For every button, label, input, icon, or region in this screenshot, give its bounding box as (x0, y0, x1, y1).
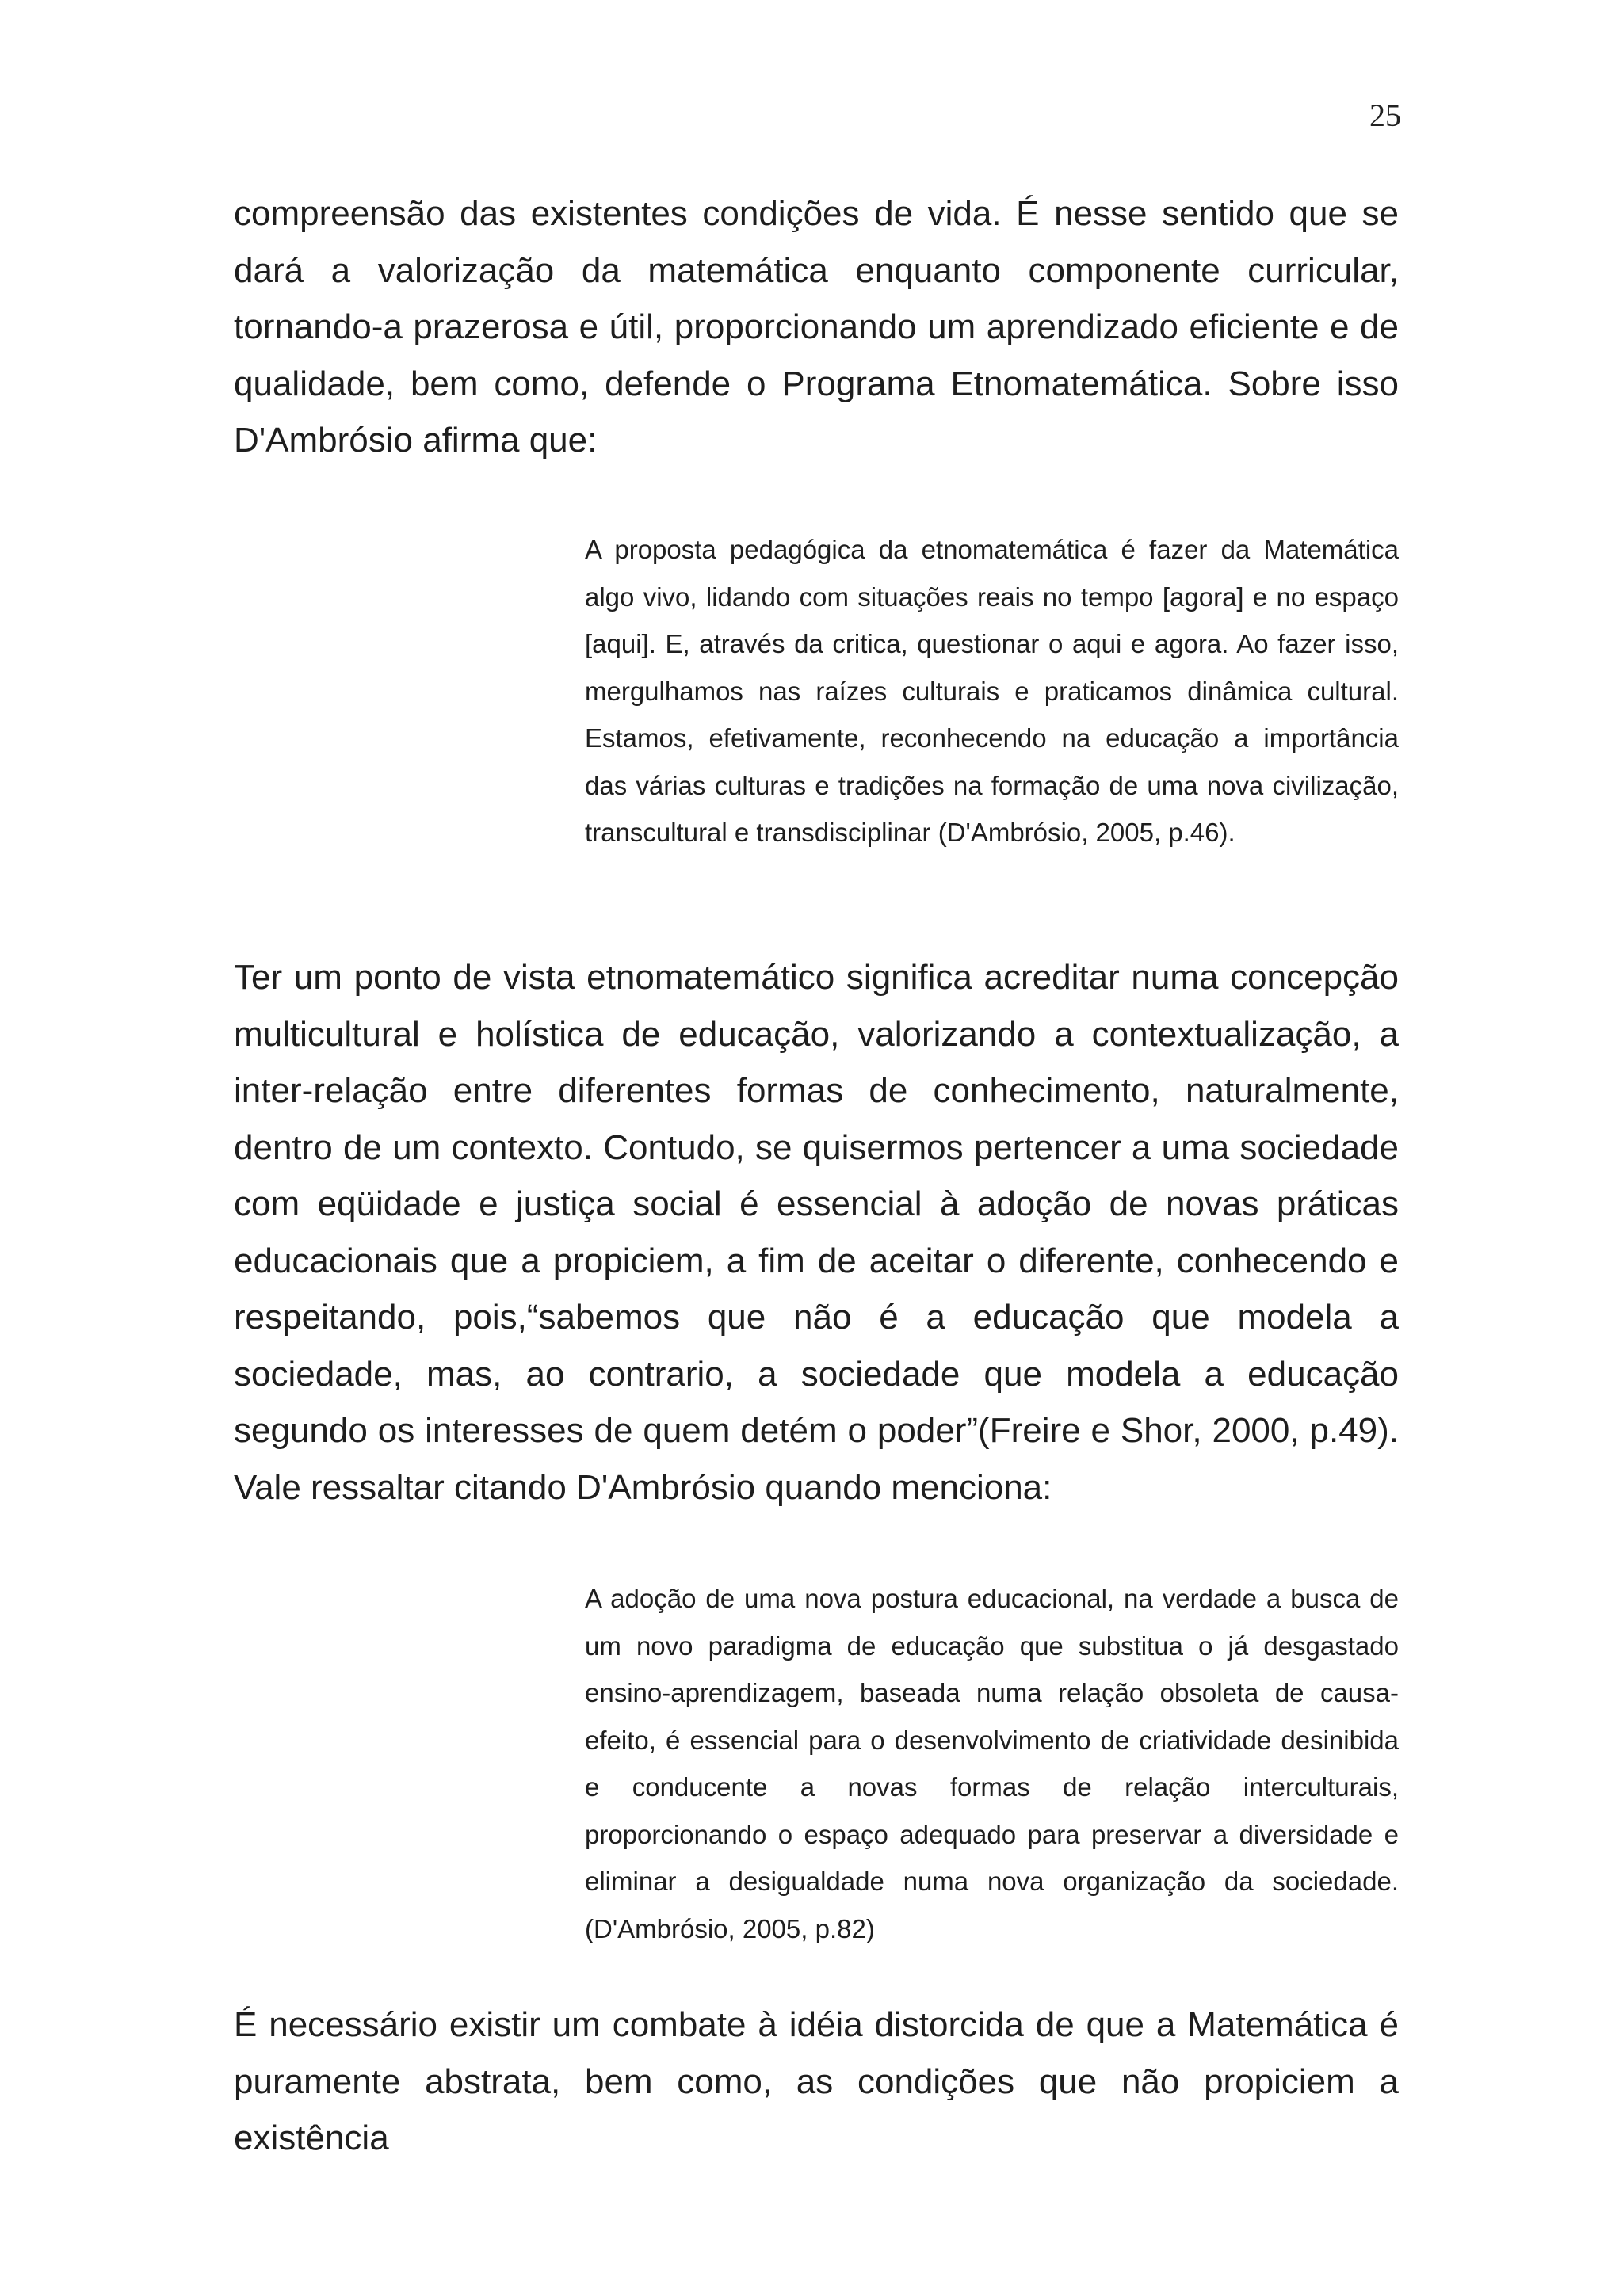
body-paragraph-1: compreensão das existentes condições de vida. É nesse sentido que se dará a valorização da matemática enquanto componente curricular, tornando-a prazerosa e útil, proporcionando um aprendizado eficiente e de qualidade, bem como, defende o Programa Etnomatemática. Sobre isso D'Ambrósio afirma que: (234, 194, 1399, 460)
block-quote-1: A proposta pedagógica da etnomatemática é fazer da Matemática algo vivo, lidando com situações reais no tempo [agora] e no espaço [aqui]. E, através da critica, questionar o aqui e agora. Ao fazer isso, mergulhamos nas raízes culturais e praticamos dinâmica cultural. Estamos, efetivamente, reconhecendo na educação a importância das várias culturas e tradições na formação de uma nova civilização, transcultural e transdisciplinar (D'Ambrósio, 2005, p.46). (585, 535, 1399, 847)
body-paragraph-2: Ter um ponto de vista etnomatemático significa acreditar numa concepção multicultural e holística de educação, valorizando a contextualização, a inter-relação entre diferentes formas de conhecimento, naturalmente, dentro de um contexto. Contudo, se quisermos pertencer a uma sociedade com eqüidade e justiça social é essencial à adoção de novas práticas educacionais que a propiciem, a fim de aceitar o diferente, conhecendo e respeitando, pois,“sabemos que não é a educação que modela a sociedade, mas, ao contrario, a sociedade que modela a educação segundo os interesses de quem detém o poder”(Freire e Shor, 2000, p.49). Vale ressaltar citando D'Ambrósio quando menciona: (234, 958, 1399, 1507)
page-number: 25 (1369, 97, 1401, 133)
block-quote-2: A adoção de uma nova postura educacional, na verdade a busca de um novo paradigma de educação que substitua o já desgastado ensino-aprendizagem, baseada numa relação obsoleta de causa-efeito, é essencial para o desenvolvimento de criatividade desinibida e conducente a novas formas de relação interculturais, proporcionando o espaço adequado para preservar a diversidade e eliminar a desigualdade numa nova organização da sociedade. (D'Ambrósio, 2005, p.82) (585, 1584, 1399, 1943)
body-paragraph-3: É necessário existir um combate à idéia distorcida de que a Matemática é puramente abstrata, bem como, as condições que não propiciem a existência (234, 2005, 1399, 2157)
